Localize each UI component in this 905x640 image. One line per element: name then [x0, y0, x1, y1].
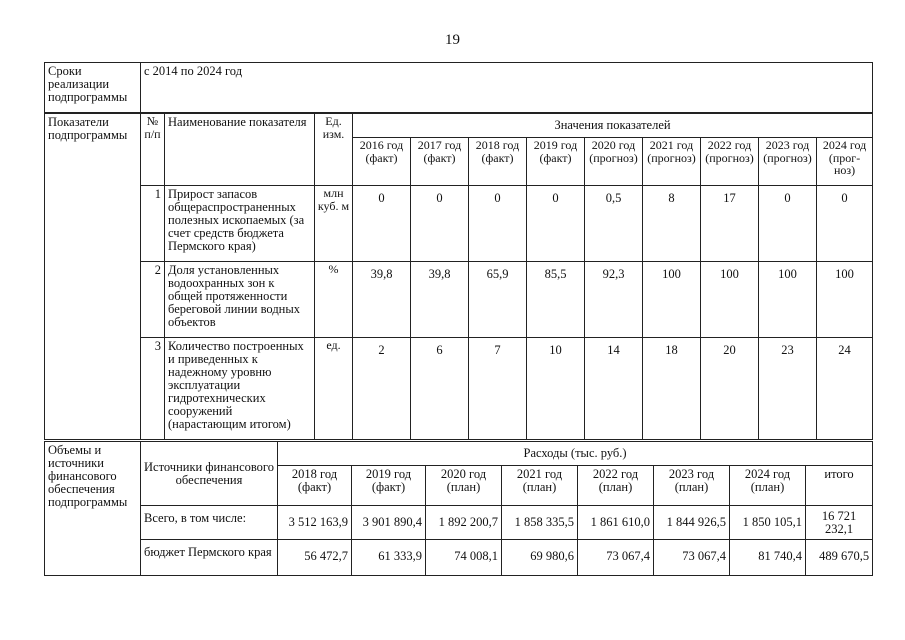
indicators-label: Показатели подпрограммы [45, 114, 141, 440]
row-value: 0 [817, 186, 873, 262]
year-header: 2018 год (факт) [278, 466, 352, 506]
row-value: 7 [469, 338, 527, 440]
row-num: 1 [141, 186, 165, 262]
table-row [45, 338, 873, 440]
year-header: 2018 год (факт) [469, 138, 527, 186]
row-value: 1 850 105,1 [730, 506, 806, 540]
row-value: 0 [411, 186, 469, 262]
table-row [45, 506, 873, 540]
row-value: 1 858 335,5 [502, 506, 578, 540]
row-value: 1 861 610,0 [578, 506, 654, 540]
term-value: с 2014 по 2024 год [141, 63, 873, 113]
table-row [45, 186, 873, 262]
year-header: 2021 год (план) [502, 466, 578, 506]
row-value: 8 [643, 186, 701, 262]
col-expenses-header: Расходы (тыс. руб.) [278, 442, 873, 466]
col-num-header: № п/п [141, 114, 165, 186]
year-header: 2022 год (прогноз) [701, 138, 759, 186]
table-row [45, 540, 873, 576]
row-value: 17 [701, 186, 759, 262]
year-header: 2019 год (факт) [352, 466, 426, 506]
row-num: 3 [141, 338, 165, 440]
row-value: 0 [527, 186, 585, 262]
year-header: 2024 год (план) [730, 466, 806, 506]
col-name-header: Наименование показателя [165, 114, 315, 186]
row-value: 81 740,4 [730, 540, 806, 576]
year-header: 2023 год (план) [654, 466, 730, 506]
row-value: 92,3 [585, 262, 643, 338]
row-unit: ед. [315, 338, 353, 440]
row-value: 3 901 890,4 [352, 506, 426, 540]
row-value: 1 844 926,5 [654, 506, 730, 540]
row-value: 0 [469, 186, 527, 262]
row-value: 74 008,1 [426, 540, 502, 576]
row-value: 16 721 232,1 [806, 506, 873, 540]
row-value: 10 [527, 338, 585, 440]
col-values-header: Значения показателей [353, 114, 873, 138]
row-value: 0 [353, 186, 411, 262]
col-unit-header: Ед. изм. [315, 114, 353, 186]
row-value: 100 [701, 262, 759, 338]
financing-label: Объемы и источники финансового обеспечения подпрограммы [45, 442, 141, 576]
year-header: 2022 год (план) [578, 466, 654, 506]
row-value: 69 980,6 [502, 540, 578, 576]
row-value: 100 [817, 262, 873, 338]
row-value: 73 067,4 [654, 540, 730, 576]
row-value: 39,8 [411, 262, 469, 338]
row-source: бюджет Пермского края [141, 540, 278, 576]
year-header: 2023 год (прогноз) [759, 138, 817, 186]
row-value: 14 [585, 338, 643, 440]
row-value: 2 [353, 338, 411, 440]
year-header: 2017 год (факт) [411, 138, 469, 186]
row-value: 85,5 [527, 262, 585, 338]
year-header: 2020 год (прогноз) [585, 138, 643, 186]
year-header: 2024 год (прог-ноз) [817, 138, 873, 186]
row-value: 100 [759, 262, 817, 338]
row-value: 3 512 163,9 [278, 506, 352, 540]
row-value: 18 [643, 338, 701, 440]
indicators-table [44, 113, 873, 440]
row-value: 6 [411, 338, 469, 440]
row-value: 20 [701, 338, 759, 440]
row-unit: % [315, 262, 353, 338]
row-value: 24 [817, 338, 873, 440]
term-label: Сроки реализации подпрограммы [45, 63, 141, 113]
financing-table [44, 441, 873, 576]
row-value: 61 333,9 [352, 540, 426, 576]
page-number: 19 [445, 32, 460, 48]
row-source: Всего, в том числе: [141, 506, 278, 540]
row-value: 0 [759, 186, 817, 262]
row-unit: млн куб. м [315, 186, 353, 262]
row-name: Доля установленных водоохранных зон к общей протяженности береговой линии водных объектов [165, 262, 315, 338]
table-row [45, 262, 873, 338]
year-header: 2019 год (факт) [527, 138, 585, 186]
row-value: 56 472,7 [278, 540, 352, 576]
col-sources-header: Источники финансового обеспечения [141, 442, 278, 506]
row-value: 489 670,5 [806, 540, 873, 576]
year-header: 2020 год (план) [426, 466, 502, 506]
term-table [44, 62, 873, 113]
row-value: 1 892 200,7 [426, 506, 502, 540]
year-header: 2016 год (факт) [353, 138, 411, 186]
row-value: 100 [643, 262, 701, 338]
year-header: 2021 год (прогноз) [643, 138, 701, 186]
row-name: Количество построенных и приведенных к надежному уровню эксплуатации гидротехнических сооружений (нарастающим итогом) [165, 338, 315, 440]
row-value: 65,9 [469, 262, 527, 338]
year-header: итого [806, 466, 873, 506]
row-value: 23 [759, 338, 817, 440]
row-value: 39,8 [353, 262, 411, 338]
row-value: 73 067,4 [578, 540, 654, 576]
row-name: Прирост запасов общераспространенных полезных ископаемых (за счет средств бюджета Пермского края) [165, 186, 315, 262]
row-num: 2 [141, 262, 165, 338]
row-value: 0,5 [585, 186, 643, 262]
